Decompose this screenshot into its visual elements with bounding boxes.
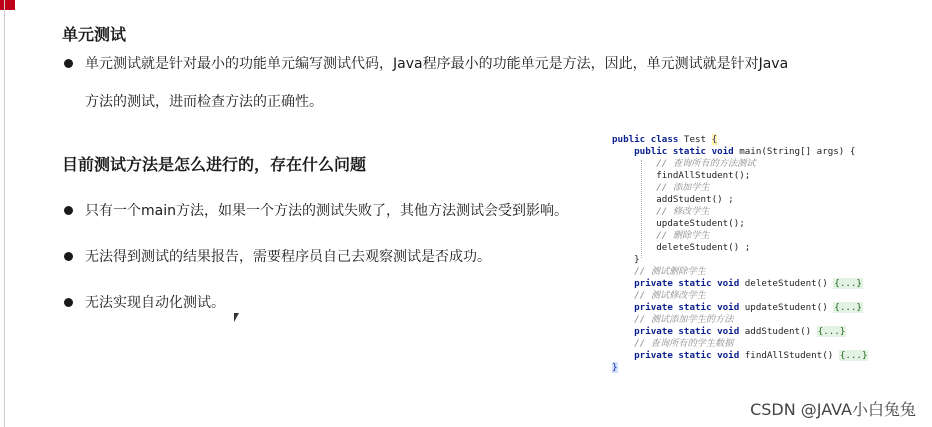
code-comment: // 添加学生 (612, 182, 710, 193)
bullet-dot (64, 252, 73, 261)
unit-test-definition-line2: 方法的测试，进而检查方法的正确性。 (85, 94, 323, 110)
code-line: addStudent() ; (612, 194, 734, 205)
code-snippet (612, 134, 868, 374)
code-comment: // 测试添加学生的方法 (612, 314, 734, 325)
left-divider (4, 0, 5, 427)
folded-block: {...} (817, 326, 846, 337)
code-comment: // 删除学生 (612, 230, 710, 241)
code-line: private static void updateStudent() {...} (612, 302, 862, 313)
section-title-current-problems: 目前测试方法是怎么进行的，存在什么问题 (62, 155, 367, 174)
unit-test-definition-line1: 单元测试就是针对最小的功能单元编写测试代码，Java程序最小的功能单元是方法，因此，单元测试就是针对Java (85, 56, 789, 72)
folded-block: {...} (834, 278, 862, 289)
watermark: CSDN @JAVA小白兔兔 (750, 400, 916, 419)
code-comment: // 测试修改学生 (612, 290, 706, 301)
section-title-unit-test: 单元测试 (62, 25, 127, 44)
problem-item-3: 无法实现自动化测试。 (85, 295, 225, 311)
folded-block: {...} (839, 350, 868, 361)
code-line: private static void deleteStudent() {...} (612, 278, 862, 289)
code-line: private static void addStudent() {...} (612, 326, 846, 337)
problem-item-1: 只有一个main方法，如果一个方法的测试失败了，其他方法测试会受到影响。 (85, 203, 568, 219)
bullet-dot (64, 206, 73, 215)
bullet-dot (64, 59, 73, 68)
code-line: public class Test { (612, 134, 718, 145)
accent-bar (0, 0, 15, 10)
code-line: } (612, 362, 618, 373)
code-comment: // 查询所有的方法测试 (612, 158, 756, 169)
code-line: public static void main(String[] args) { (612, 146, 856, 157)
bullet-dot (64, 298, 73, 307)
code-comment: // 修改学生 (612, 206, 710, 217)
mouse-cursor-icon (234, 313, 239, 322)
code-comment: // 查询所有的学生数据 (612, 338, 734, 349)
code-line: private static void findAllStudent() {...} (612, 350, 868, 361)
code-line: updateStudent(); (612, 218, 745, 229)
code-line: findAllStudent(); (612, 170, 751, 181)
code-line: } (612, 254, 640, 265)
code-comment: // 测试删除学生 (612, 266, 706, 277)
problem-item-2: 无法得到测试的结果报告，需要程序员自己去观察测试是否成功。 (85, 249, 491, 265)
code-line: deleteStudent() ; (612, 242, 751, 253)
folded-block: {...} (834, 302, 862, 313)
